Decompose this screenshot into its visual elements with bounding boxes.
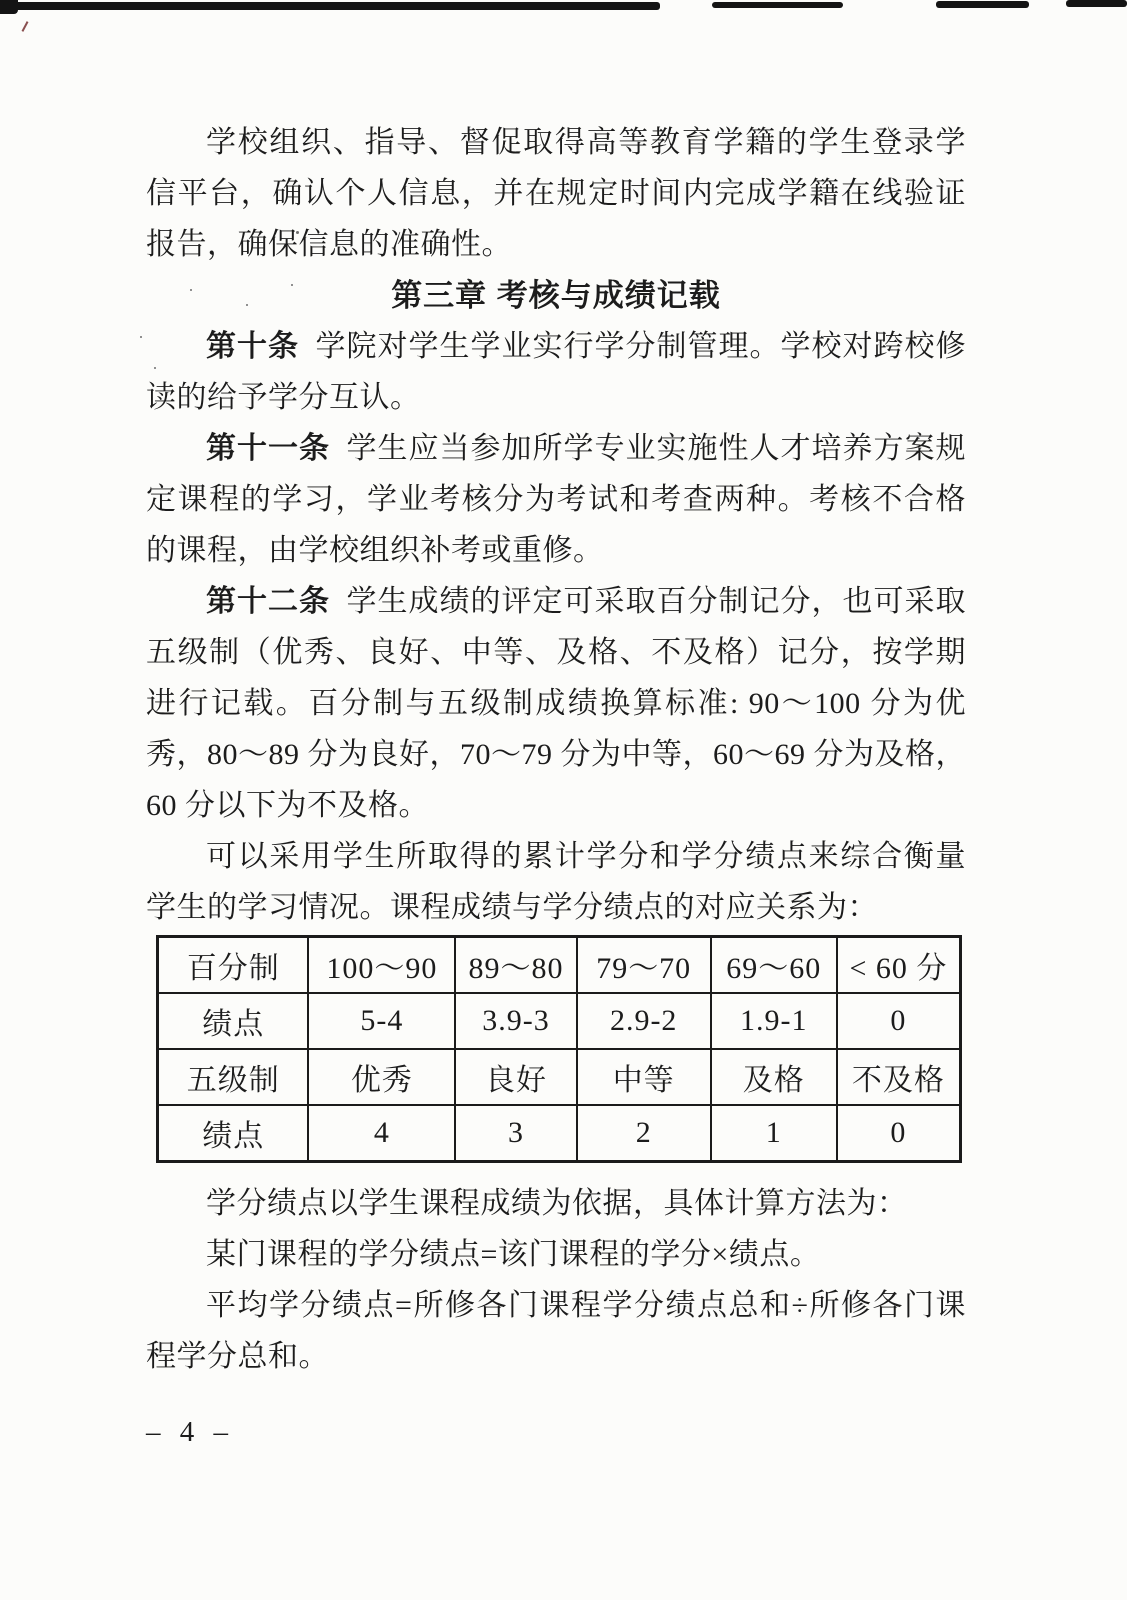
paragraph-average-gpa-formula: 平均学分绩点=所修各门课程学分绩点总和÷所修各门课程学分总和。 — [146, 1289, 966, 1373]
article-12-text: 学生成绩的评定可采取百分制记分，也可采取五级制（优秀、良好、中等、及格、不及格）记分，按学期进行记载。百分制与五级制成绩换算标准: 90～100 分为优秀，80～89 分为良好，70～79 分为中等，60～69 分为及格，60 分以下为不及格。 — [146, 585, 966, 822]
paragraph-gpa-basis: 学分绩点以学生课程成绩为依据，具体计算方法为： — [206, 1187, 908, 1220]
table-cell: 优秀 — [308, 1049, 455, 1105]
table-row-grade-points — [158, 993, 961, 1049]
table-cell: 不及格 — [837, 1049, 961, 1105]
table-cell: 及格 — [711, 1049, 837, 1105]
document-content — [146, 117, 966, 1382]
scan-speck — [140, 336, 142, 338]
table-row-five-level-scale — [158, 1049, 961, 1105]
post-table-block — [146, 1178, 966, 1382]
table-cell: 3 — [455, 1105, 576, 1162]
table-cell: 绩点 — [158, 1105, 309, 1162]
scan-artifact-top-band — [1066, 0, 1127, 7]
table-cell: 0 — [837, 1105, 961, 1162]
paragraph-course-gpa-formula: 某门课程的学分绩点=该门课程的学分×绩点。 — [206, 1238, 821, 1271]
paragraph-article-10 — [146, 321, 966, 423]
scan-pen-mark — [22, 21, 29, 32]
table-cell: 五级制 — [158, 1049, 309, 1105]
table-cell: 69～60 — [711, 937, 837, 994]
paragraph-pre-table: 可以采用学生所取得的累计学分和学分绩点来综合衡量学生的学习情况。课程成绩与学分绩点的对应关系为： — [146, 840, 966, 924]
table-cell: 4 — [308, 1105, 455, 1162]
table-cell: 100～90 — [308, 937, 455, 994]
table-cell: 2 — [577, 1105, 711, 1162]
table-cell: 0 — [837, 993, 961, 1049]
article-11-text: 学生应当参加所学专业实施性人才培养方案规定课程的学习，学业考核分为考试和考查两种。考核不合格的课程，由学校组织补考或重修。 — [146, 432, 966, 567]
paragraph-article-12 — [146, 576, 966, 831]
article-11-label: 第十一条 — [206, 432, 330, 465]
table-cell: 1 — [711, 1105, 837, 1162]
article-10-label: 第十条 — [206, 330, 299, 363]
table-cell: < 60 分 — [837, 937, 961, 994]
table-cell: 89～80 — [455, 937, 576, 994]
page-number: – 4 – — [146, 1416, 234, 1448]
scan-artifact-top-band — [0, 2, 660, 10]
scan-artifact-corner-blob — [0, 0, 18, 14]
table-cell: 百分制 — [158, 937, 309, 994]
table-cell: 中等 — [577, 1049, 711, 1105]
chapter-heading: 第三章 考核与成绩记载 — [391, 278, 721, 313]
table-cell: 2.9-2 — [577, 993, 711, 1049]
table-row-percent-scale — [158, 937, 961, 994]
paragraph-intro: 学校组织、指导、督促取得高等教育学籍的学生登录学信平台，确认个人信息，并在规定时间内完成学籍在线验证报告，确保信息的准确性。 — [146, 126, 966, 261]
table-cell: 良好 — [455, 1049, 576, 1105]
scan-artifact-top-band — [712, 2, 843, 8]
article-10-text: 学院对学生学业实行学分制管理。学校对跨校修读的给予学分互认。 — [146, 330, 966, 414]
table-cell: 79～70 — [577, 937, 711, 994]
paragraph-article-11 — [146, 423, 966, 576]
article-12-label: 第十二条 — [206, 585, 330, 618]
table-cell: 绩点 — [158, 993, 309, 1049]
scan-artifact-top-band — [936, 1, 1029, 8]
grade-points-table — [156, 935, 962, 1163]
table-cell: 1.9-1 — [711, 993, 837, 1049]
table-cell: 3.9-3 — [455, 993, 576, 1049]
table-cell: 5-4 — [308, 993, 455, 1049]
table-row-grade-points-five — [158, 1105, 961, 1162]
